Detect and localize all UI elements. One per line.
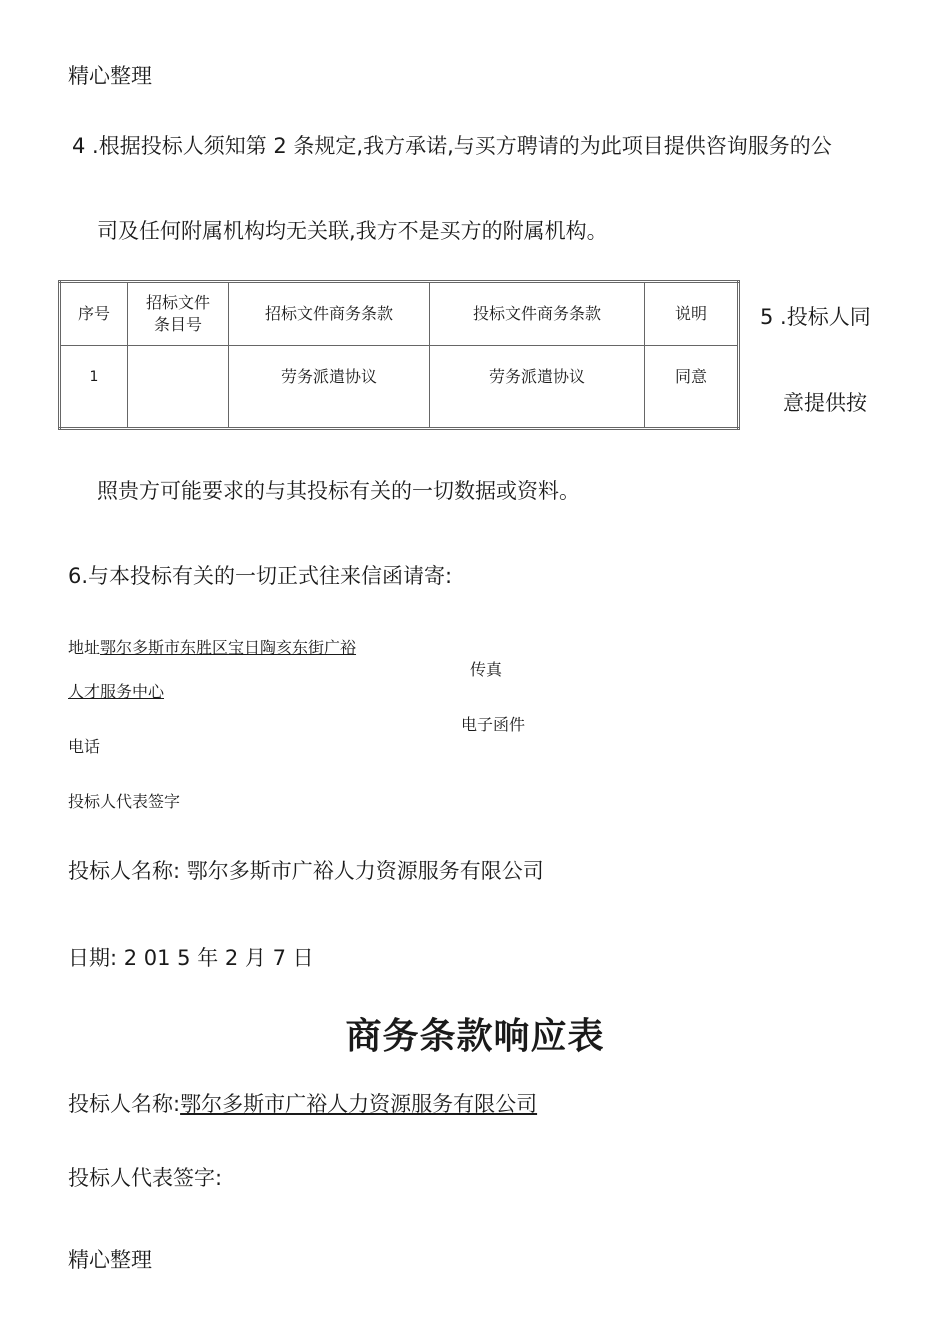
email-label: 电子函件: [461, 715, 526, 734]
table-header-row: [60, 282, 739, 346]
table-row: [60, 346, 739, 429]
page-header: 精心整理: [68, 64, 152, 88]
address-value-line2: 人才服务中心: [68, 682, 165, 701]
page-footer: 精心整理: [68, 1248, 152, 1272]
table-header-cell: 说明: [645, 282, 739, 346]
header-idx-line1: 招标文件: [145, 293, 210, 313]
section-title: 商务条款响应表: [345, 1016, 605, 1057]
header-idx-line2: 条目号: [153, 315, 202, 335]
address-value-line1: 鄂尔多斯市东胜区宝日陶亥东街广裕: [100, 638, 357, 657]
item5-line3: 照贵方可能要求的与其投标有关的一切数据或资料。: [97, 479, 580, 503]
fax-label: 传真: [470, 660, 503, 679]
table-cell: 劳务派遣协议: [229, 346, 430, 429]
table-cell: [128, 346, 229, 429]
item4-line2: 司及任何附属机构均无关联,我方不是买方的附属机构。: [97, 219, 608, 243]
section2-name-label: 投标人名称:: [68, 1092, 181, 1116]
address-label: 地址: [68, 638, 101, 657]
section2-name-value: 鄂尔多斯市广裕人力资源服务有限公司: [180, 1092, 538, 1116]
rep-sign-label: 投标人代表签字: [68, 792, 181, 811]
item6-text: 6.与本投标有关的一切正式往来信函请寄:: [68, 564, 453, 588]
table-cell: 1: [60, 346, 128, 429]
table-cell: 同意: [645, 346, 739, 429]
date-line: 日期: 2 01 5 年 2 月 7 日: [68, 946, 314, 970]
item4-line1: 4 .根据投标人须知第 2 条规定,我方承诺,与买方聘请的为此项目提供咨询服务的公: [72, 134, 832, 158]
table-header-cell: 序号: [60, 282, 128, 346]
table-cell: 劳务派遣协议: [430, 346, 645, 429]
section2-name-line: [68, 1088, 537, 1118]
phone-label: 电话: [68, 737, 101, 756]
address-line: [68, 635, 356, 658]
terms-table: [58, 280, 740, 430]
table-header-cell: 招标文件商务条款: [229, 282, 430, 346]
item5-side2: 意提供按: [783, 391, 867, 415]
bidder-name-line: 投标人名称: 鄂尔多斯市广裕人力资源服务有限公司: [68, 859, 544, 883]
item5-side1: 5 .投标人同: [760, 305, 871, 329]
section2-rep-label: 投标人代表签字:: [68, 1166, 223, 1190]
table-header-cell: [128, 282, 229, 346]
table-header-cell: 投标文件商务条款: [430, 282, 645, 346]
